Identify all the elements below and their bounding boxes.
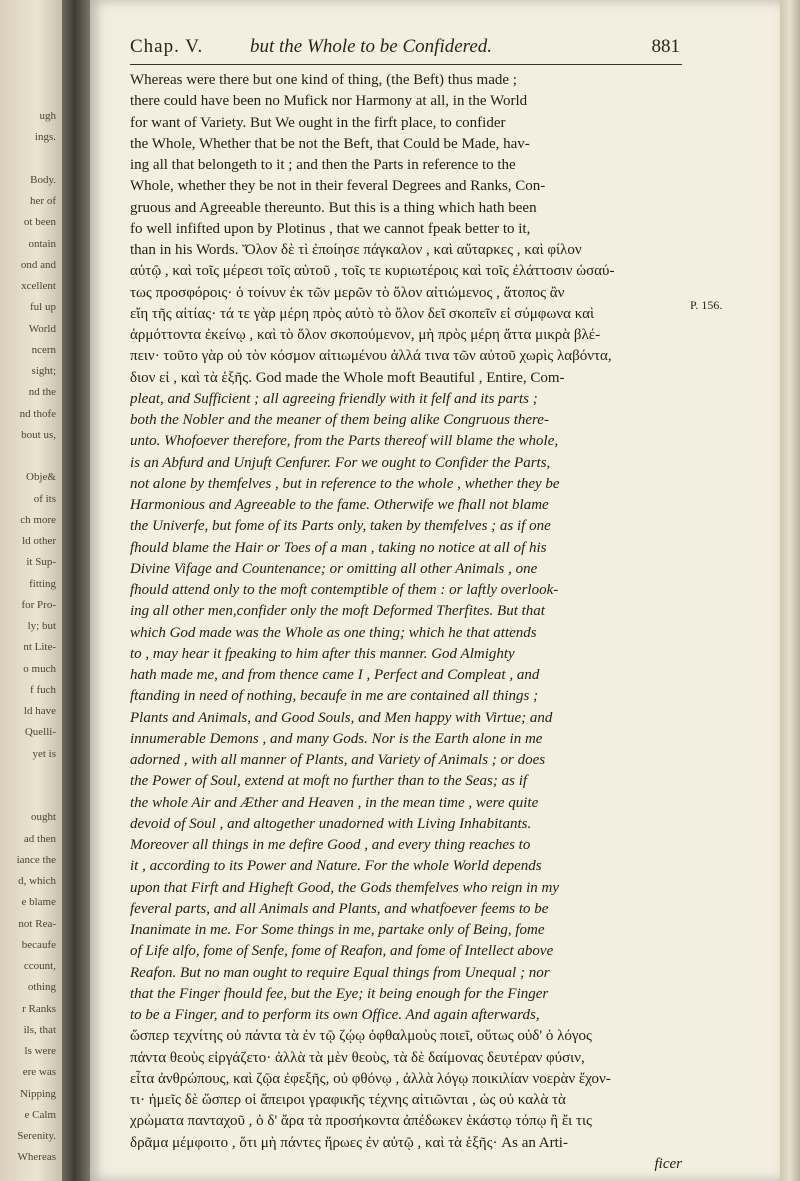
facing-page-fragment: fitting [29, 577, 56, 590]
text-line: than in his Words. Ὅλον δὲ τὶ ἐποίησε πάγκαλον , καὶ αὔταρκες , καὶ φίλον [130, 242, 582, 258]
text-line: to be a Finger, and to perform its own Office. And again afterwards, [130, 1007, 540, 1023]
text-line: which God made was the Whole as one thing; which he that attends [130, 624, 537, 641]
text-line: Harmonious and Agreeable to the fame. Otherwife we fhall not blame [130, 497, 549, 513]
facing-page-edge [0, 0, 62, 1181]
facing-page-fragment: nd the [28, 386, 56, 399]
facing-page-fragment: ly; but [27, 620, 56, 632]
chapter-label: Chap. V. [130, 36, 204, 57]
text-line: fo well infifted upon by Plotinus , that we cannot fpeak better to it, [130, 220, 531, 237]
text-line: upon that Firft and Higheft Good, the Gods themfelves who reign in my [130, 879, 559, 896]
text-line: χρώματα πανταχοῦ , ὁ δ' ἄρα τὰ προσήκοντα ἀπέδωκεν ἑκάστῳ τόπῳ ἢ ἔι τις [130, 1113, 592, 1130]
facing-page-fragment: ld have [23, 705, 56, 717]
text-line: ἁρμόττοντα ἐκείνῳ , καὶ τὸ ὅλον σκοπούμενον, μὴ πρὸς μέρη ἄττα μικρὰ βλέ- [130, 327, 601, 343]
facing-page-fragment: xcellent [21, 280, 56, 292]
facing-page-fragment: becaufe [21, 938, 56, 951]
text-line: τι· ἡμεῖς δὲ ὥσπερ οἱ ἄπειροι γραφικῆς τέχνης αἰτιῶνται , ὡς οὐ καλὰ τὰ [130, 1092, 566, 1108]
text-line: διον εἰ , καὶ τὰ ἑξῆς. God made the Whole moft Beautiful , Entire, Com- [130, 369, 565, 386]
text-line: εἶτα ἀνθρώπους, καὶ ζῷα ἐφεξῆς, οὐ φθόνῳ , ἀλλὰ λόγῳ ποικιλίαν νοερὰν ἔχον- [130, 1070, 611, 1087]
facing-page-fragment: ere was [22, 1066, 56, 1079]
text-line: fhould attend only to the moft contemptible of them : or laftly overlook- [130, 582, 559, 598]
facing-page-fragment: o much [23, 662, 56, 675]
facing-page-fragment: ccount, [23, 960, 56, 972]
running-head [130, 36, 680, 60]
running-title: but the Whole to be Confidered. [250, 36, 493, 57]
text-line: for want of Variety. But We ought in the firft place, to confider [130, 114, 506, 131]
facing-page-fragment: ugh [39, 110, 56, 122]
facing-page-fragment: Obje& [26, 471, 56, 484]
text-line: the Power of Soul, extend at moft no further than to the Seas; as if [130, 773, 528, 790]
facing-page-fragment: ncern [31, 343, 56, 356]
facing-page-fragment: for Pro- [21, 598, 56, 611]
facing-page-fragment: nd thofe [19, 407, 56, 420]
facing-page-fragment: e Calm [24, 1108, 56, 1121]
facing-page-fragment: ot been [23, 216, 56, 229]
text-line: εἴη τῆς αἰτίας· τά τε γὰρ μέρη πρὸς αὐτὸ τὸ ὅλον δεῖ σκοπεῖν εἰ σύμφωνα καὶ [130, 305, 595, 322]
facing-page-fragment: Whereas [17, 1151, 56, 1164]
text-line: there could have been no Mufick nor Harmony at all, in the World [130, 93, 528, 110]
text-line: Whereas were there but one kind of thing, (the Beft) thus made ; [130, 72, 517, 88]
facing-page-fragment: Serenity. [17, 1130, 56, 1142]
header-rule [130, 64, 682, 65]
text-line: Whole, whether they be not in their feveral Degrees and Ranks, Con- [130, 178, 546, 195]
text-line: the whole Air and Æther and Heaven , in the mean time , were quite [130, 794, 539, 811]
text-line: innumerable Demons , and many Gods. Nor is the Earth alone in me [130, 730, 543, 747]
facing-page-fragment: ontain [28, 237, 56, 250]
book-page [90, 0, 780, 1181]
facing-page-fragment: Nipping [19, 1087, 56, 1100]
text-line: unto. Whofoever therefore, from the Parts thereof will blame the whole, [130, 433, 559, 450]
text-line: τως προσφόροις· ὁ τοίνυν ἐκ τῶν μερῶν τὸ ὅλον αἰτιώμενος , ἄτοπος ἂν [130, 284, 565, 301]
page-body [130, 70, 682, 1175]
text-line: Divine Vifage and Countenance; or omitting all other Animals , one [130, 560, 538, 577]
text-line: Reafon. But no man ought to require Equal things from Unequal ; nor [130, 964, 550, 981]
facing-page-fragment: sight; [31, 365, 56, 377]
facing-page-fragment: r Ranks [22, 1002, 56, 1015]
facing-page-fragment: e blame [21, 896, 56, 909]
text-line: δρᾶμα μέμφοιτο , ὅτι μὴ πάντες ἥρωες ἐν αὐτῷ , καὶ τὰ ἑξῆς· As an Arti- [130, 1134, 568, 1151]
margin-note: P. 156. [690, 298, 723, 312]
text-line: of Life alfo, fome of Senfe, fome of Reafon, and fome of Intellect above [130, 943, 554, 960]
facing-page-fragment: ful up [30, 301, 56, 314]
facing-page-fragment: ls were [24, 1045, 56, 1057]
page-edge [780, 0, 800, 1181]
text-line: πειν· τοῦτο γὰρ οὐ τὸν κόσμον αἰτιωμένου ἀλλά τινα τῶν αὐτοῦ χωρὶς λαβόντα, [130, 348, 612, 365]
facing-page-fragment: her of [30, 195, 56, 207]
text-line: ing all other men,confider only the moft Deformed Therfites. But that [130, 603, 545, 620]
text-line: adorned , with all manner of Plants, and Variety of Animals ; or does [130, 752, 546, 768]
text-line: πάντα θεοὺς εἰργάζετο· ἀλλὰ τὰ μὲν θεοὺς, τὰ δὲ δαίμονας δευτέραν φύσιν, [130, 1049, 585, 1066]
facing-page-fragment: it Sup- [26, 556, 56, 569]
text-line: the Whole, Whether that be not the Beft, that Could be Made, hav- [130, 135, 530, 152]
text-line: is an Abfurd and Unjuft Cenfurer. For we ought to Confider the Parts, [130, 454, 551, 471]
text-line: pleat, and Sufficient ; all agreeing friendly with it felf and its parts ; [130, 390, 538, 407]
facing-page-fragment: ings. [34, 131, 56, 144]
text-line: αὑτῷ , καὶ τοῖς μέρεσι τοῖς αὑτοῦ , τοῖς τε κυριωτέροις καὶ τοῖς ἐλάττοσιν ὡσαύ- [130, 263, 615, 280]
text-line: devoid of Soul , and altogether unadorned with Living Inhabitants. [130, 815, 532, 832]
text-line: hath made me, and from thence came I , Perfect and Compleat , and [130, 667, 540, 683]
text-line: it , according to its Power and Nature. For the whole World depends [130, 858, 542, 875]
text-line: Moreover all things in me defire Good , and every thing reaches to [130, 837, 531, 853]
facing-page-fragment: ils, that [23, 1023, 56, 1036]
facing-page-fragment: iance the [16, 853, 56, 866]
facing-page-fragment: of its [33, 492, 56, 505]
text-line: ftanding in need of nothing, becaufe in me are contained all things ; [130, 688, 539, 705]
text-line: to , may hear it fpeaking to him after this manner. God Almighty [130, 645, 515, 662]
text-line: ing all that belongeth to it ; and then the Parts in reference to the [130, 157, 516, 173]
text-line: ὥσπερ τεχνίτης οὐ πάντα τὰ ἐν τῷ ζῴῳ ὀφθαλμοὺς ποιεῖ, οὕτως οὐδ' ὁ λόγος [130, 1028, 592, 1045]
text-line: feveral parts, and all Animals and Plants, and whatfoever feems to be [130, 900, 549, 917]
facing-page-fragment: ond and [20, 258, 56, 271]
facing-page-fragment: World [28, 322, 56, 335]
facing-page-fragment: ch more [20, 513, 56, 526]
text-line: Plants and Animals, and Good Souls, and Men happy with Virtue; and [130, 709, 553, 726]
facing-page-fragment: ought [30, 811, 56, 824]
text-line: fhould blame the Hair or Toes of a man , taking no notice at all of his [130, 539, 547, 556]
facing-page-fragment: f fuch [30, 683, 56, 696]
facing-page-fragment: othing [27, 981, 56, 994]
text-line: gruous and Agreeable thereunto. But this is a thing which hath been [130, 199, 537, 216]
facing-page-fragment: nt Lite- [23, 641, 56, 654]
catchword: ficer [654, 1155, 682, 1172]
facing-page-fragment: d, which [18, 875, 56, 887]
facing-page-fragment: ld other [22, 535, 56, 547]
text-line: both the Nobler and the meaner of them being alike Congruous there- [130, 412, 549, 428]
facing-page-fragment: bout us, [21, 428, 56, 441]
text-line: not alone by themfelves , but in reference to the whole , whether they be [130, 475, 560, 492]
facing-page-fragment: yet is [32, 747, 56, 760]
facing-page-fragment: Body. [30, 173, 56, 186]
page-number: 881 [651, 36, 680, 57]
book-gutter [62, 0, 90, 1181]
text-line: Inanimate in me. For Some things in me, partake only of Being, fome [130, 922, 545, 938]
facing-page-fragment: Quelli- [24, 726, 56, 739]
facing-page-fragment: not Rea- [18, 917, 56, 930]
facing-page-fragment: ad then [23, 832, 56, 845]
text-line: that the Finger fhould fee, but the Eye; it being enough for the Finger [130, 985, 549, 1002]
text-line: the Univerfe, but fome of its Parts only, taken by themfelves ; as if one [130, 518, 551, 535]
